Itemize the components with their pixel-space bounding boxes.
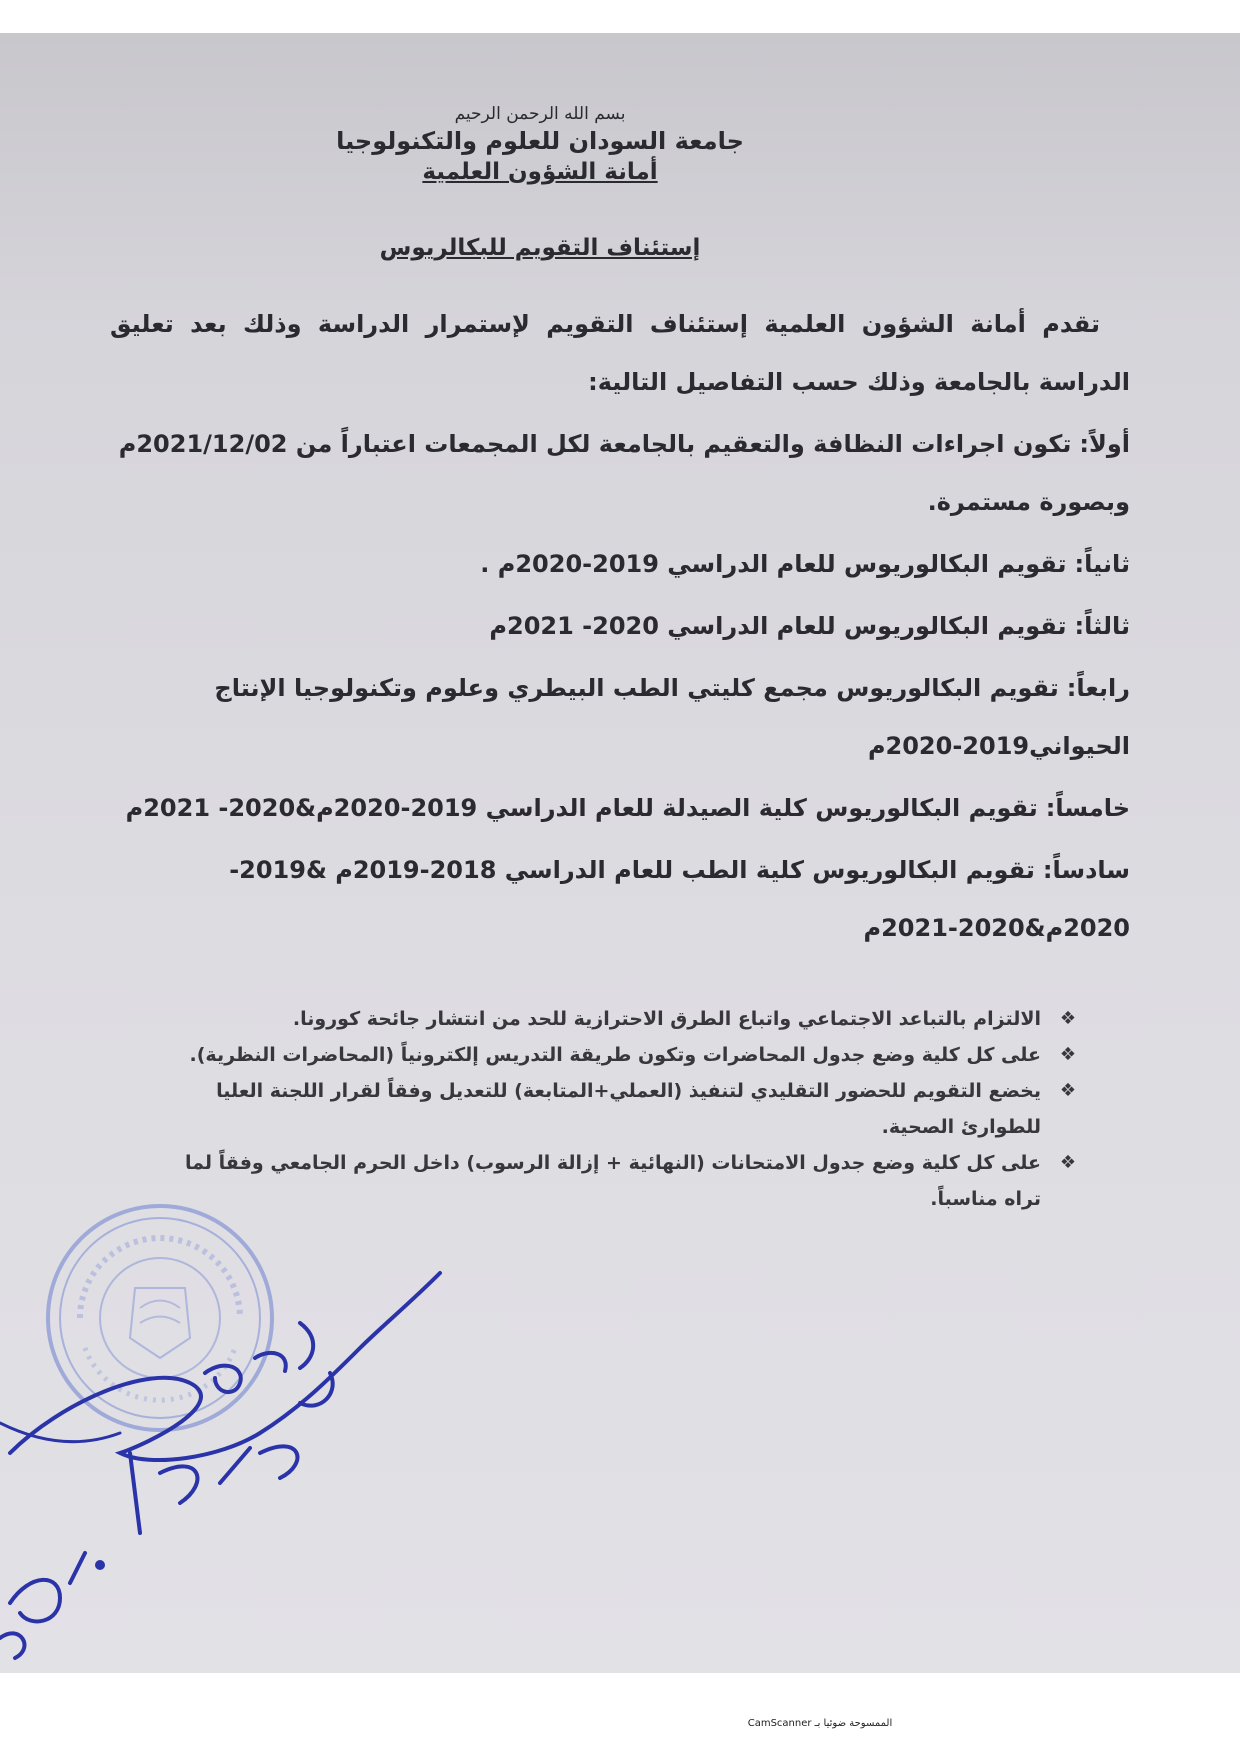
item-third: ثالثاً:تقويم البكالوريوس للعام الدراسي 2020- 2021م bbox=[489, 612, 1130, 640]
university-name: جامعة السودان للعلوم والتكنولوجيا bbox=[336, 127, 744, 155]
list-item: ❖ الالتزام بالتباعد الاجتماعي واتباع الطرق الاحترازية للحد من انتشار جائحة كورونا. bbox=[170, 1001, 1085, 1037]
item-second: ثانياً:تقويم البكالوريوس للعام الدراسي 2019-2020م . bbox=[480, 550, 1130, 578]
item-fourth: رابعاً:تقويم البكالوريوس مجمع كليتي الطب البيطري وعلوم وتكنولوجيا الإنتاج الحيواني2019-2020م bbox=[214, 674, 1130, 760]
scanned-page bbox=[0, 33, 1240, 1673]
basmala: بسم الله الرحمن الرحيم bbox=[454, 104, 626, 124]
diamond-bullet-icon: ❖ bbox=[1059, 1008, 1077, 1029]
scanner-footer: الممسوحة ضوئيا بـ CamScanner bbox=[747, 1718, 893, 1729]
list-item: ❖ على كل كلية وضع جدول المحاضرات وتكون طريقة التدريس إلكترونياً (المحاضرات النظرية). bbox=[170, 1037, 1085, 1073]
list-item: ❖ يخضع التقويم للحضور التقليدي لتنفيذ (العملي+المتابعة) للتعديل وفقاً لقرار اللجنة العليا للطوارئ الصحية. bbox=[170, 1073, 1085, 1145]
intro-paragraph: تقدم أمانة الشؤون العلمية إستئناف التقويم لإستمرار الدراسة وذلك بعد تعليق الدراسة بالجامعة وذلك حسب التفاصيل التالية: bbox=[110, 310, 1130, 396]
item-first: أولاً:تكون اجراءات النظافة والتعقيم بالجامعة لكل المجمعات اعتباراً من 2021/12/02م وبصورة مستمرة. bbox=[118, 430, 1130, 516]
department-name: أمانة الشؤون العلمية bbox=[422, 159, 658, 185]
guidelines-list bbox=[170, 1001, 1085, 1217]
item-sixth: سادساً:تقويم البكالوريوس كلية الطب للعام الدراسي 2018-2019م &2019-2020م&2020-2021م bbox=[229, 856, 1130, 942]
document-subject: إستئناف التقويم للبكالريوس bbox=[379, 235, 701, 261]
diamond-bullet-icon: ❖ bbox=[1059, 1044, 1077, 1065]
diamond-bullet-icon: ❖ bbox=[1059, 1152, 1077, 1173]
list-item: ❖ على كل كلية وضع جدول الامتحانات (النهائية + إزالة الرسوب) داخل الحرم الجامعي وفقاً لما تراه مناسباً. bbox=[170, 1145, 1085, 1217]
document-body bbox=[110, 103, 1130, 1217]
handwritten-signature bbox=[0, 1253, 520, 1673]
item-fifth: خامساً:تقويم البكالوريوس كلية الصيدلة للعام الدراسي 2019-2020م&2020- 2021م bbox=[125, 794, 1130, 822]
diamond-bullet-icon: ❖ bbox=[1059, 1080, 1077, 1101]
